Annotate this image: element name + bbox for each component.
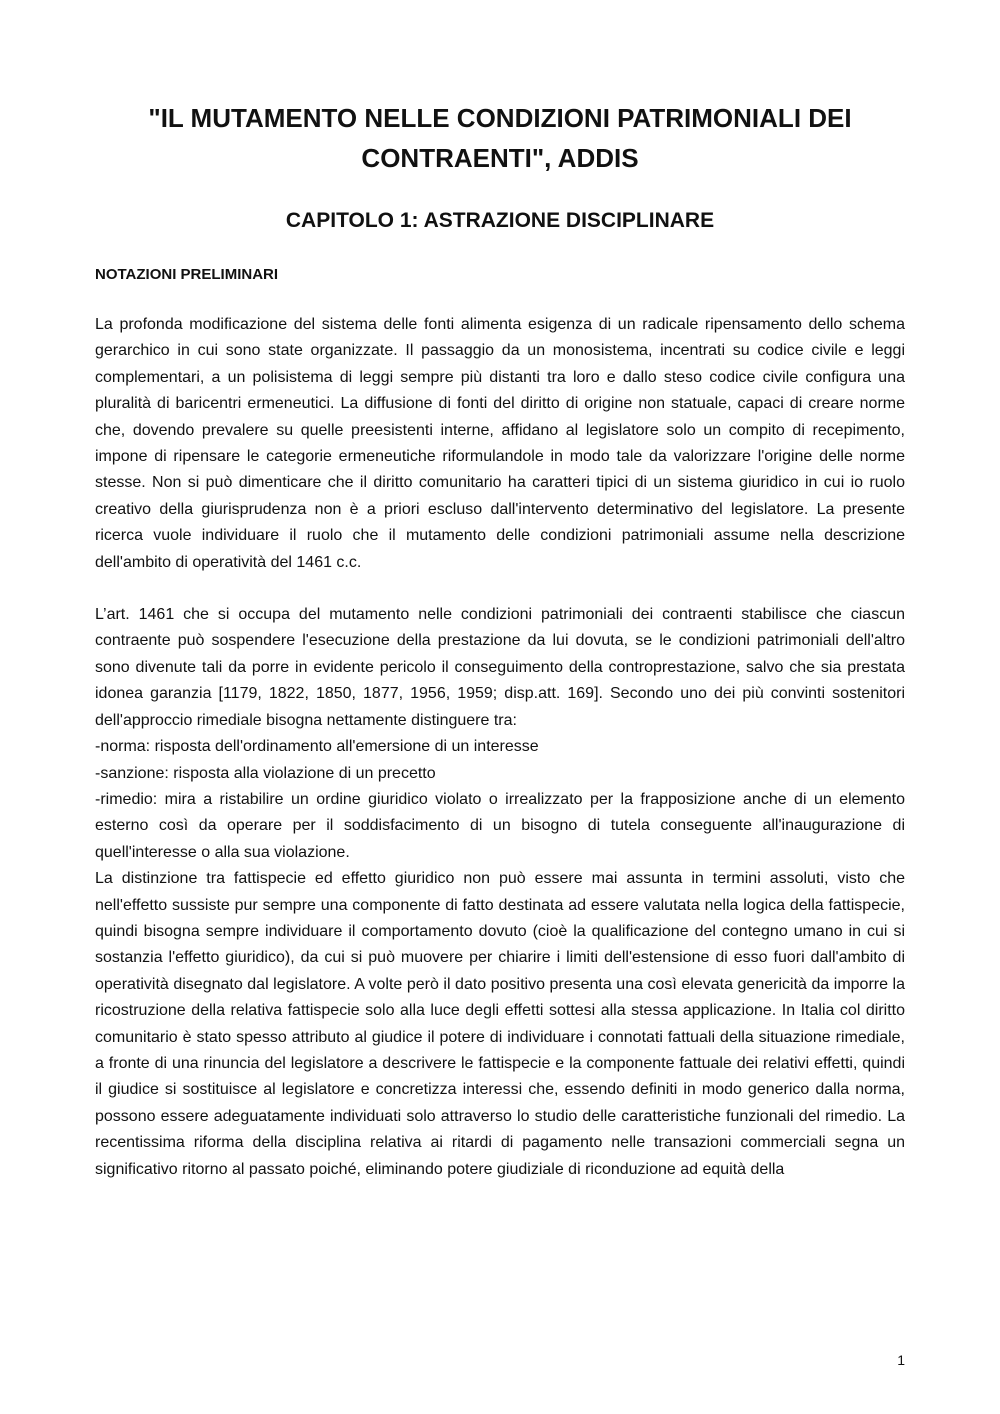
section-heading: NOTAZIONI PRELIMINARI (95, 266, 279, 283)
list-item-sanzione: -sanzione: risposta alla violazione di un precetto (95, 764, 436, 782)
spacer (95, 286, 905, 312)
paragraph-article-1461: L’art. 1461 che si occupa del mutamento nelle condizioni patrimoniali dei contraenti stabilisce che ciascun contraente può sospendere l'esecuzione della prestazione da lui dovuta, se le condizioni patrimoniali dell'altro sono divenute tali da porre in evidente pericolo il conseguimento della controprestazione, salvo che sia prestata idonea garanzia [1179, 1822, 1850, 1877, 1956, 1959; disp.att. 169]. Secondo uno dei più convinti sostenitori dell'approccio rimediale bisogna nettamente distinguere tra: (95, 606, 905, 729)
page-number: 1 (897, 1352, 905, 1368)
list-item-rimedio: -rimedio: mira a ristabilire un ordine giuridico violato o irrealizzato per la frapposizione anche di un elemento esterno così da operare per il soddisfacimento di un bisogno di tutela conseguente all'inaugurazione di quell'interesse o alla sua violazione. (95, 790, 905, 861)
chapter-heading: CAPITOLO 1: ASTRAZIONE DISCIPLINARE (285, 209, 715, 232)
list-item-norma: -norma: risposta dell'ordinamento all'emersione di un interesse (95, 738, 539, 756)
document-page (95, 98, 905, 1183)
paragraph-intro: La profonda modificazione del sistema delle fonti alimenta esigenza di un radicale ripensamento dello schema gerarchico in cui sono state organizzate. Il passaggio da un monosistema, incentrati su codice civile e leggi complementari, a un polisistema di leggi sempre più distanti tra loro e dallo steso codice civile configura una pluralità di baricentri ermeneutici. La diffusione di fonti del diritto di origine non statuale, capaci di creare norme che, dovendo prevalere su quelle preesistenti interne, affidano al legislatore solo un compito di recepimento, impone di ripensare le categorie ermeneutiche riformulandole in modo tale da valorizzare l'origine delle norme stesse. Non si può dimenticare che il diritto comunitario ha caratteri tipici di un sistema giuridico in cui io ruolo creativo della giurisprudenza non è a priori escluso dall'intervento determinativo del legislatore. La presente ricerca vuole individuare il ruolo che il mutamento delle condizioni patrimoniali assume nella descrizione dell'ambito di operatività del 1461 c.c. (95, 316, 905, 571)
document-title: "IL MUTAMENTO NELLE CONDIZIONI PATRIMONIALI DEI CONTRAENTI", ADDIS (148, 103, 852, 173)
paragraph-fattispecie: La distinzione tra fattispecie ed effetto giuridico non può essere mai assunta in termini assoluti, visto che nell'effetto sussiste pur sempre una componente di fatto destinata ad essere valutata nella logica della fattispecie, quindi bisogna sempre individuare il comportamento dovuto (cioè la qualificazione del contegno umano in cui si sostanzia l'effetto giuridico), da cui si può muovere per chiarire i limiti dell'estensione di esso fuori dall'ambito di operatività disegnato dal legislatore. A volte però il dato positivo presenta una così elevata genericità da imporre la ricostruzione della relativa fattispecie solo alla luce degli effetti sottesi alla stessa applicazione. In Italia col diritto comunitario è stato spesso attributo al giudice il potere di individuare i connotati fattuali della situazione rimediale, a fronte di una rinuncia del legislatore a descrivere le fattispecie e la componente fattuale dei relativi effetti, quindi il giudice si sostituisce al legislatore e concretizza interessi che, essendo definiti in modo generico dalla norma, possono essere adeguatamente individuati solo attraverso lo studio delle caratteristiche funzionali del rimedio. La recentissima riforma della disciplina relativa ai ritardi di pagamento nelle transazioni commerciali segna un significativo ritorno al passato poiché, eliminando potere giudiziale di riconduzione ad equità della (95, 870, 905, 1178)
spacer (95, 576, 905, 602)
